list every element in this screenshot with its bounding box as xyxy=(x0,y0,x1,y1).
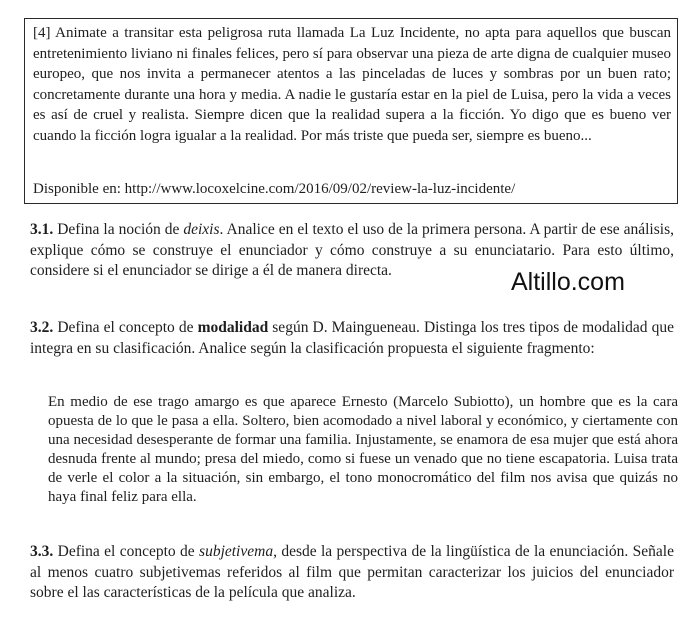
analysis-fragment: En medio de ese trago amargo es que aparece Ernesto (Marcelo Subiotto), un hombre que es la cara opuesta de lo que le pasa a ella. Soltero, bien acomodado a nivel laboral y económico, y ciertamente con una necesidad desesperante de formar una familia. Injustamente, se enamora de esa mujer que está ahora desnuda frente al mundo; presa del miedo, como si fuese un venado que no tiene escapatoria. Luisa trata de verle el color a la situación, sin embargo, el tono monocromático del film nos avisa que quizás no haya final feliz para ella. xyxy=(48,394,678,505)
question-text: según D. Maingueneau. Distinga los tres tipos de modalidad que integra en su clasificación. Analice según la clasificación propuesta el siguiente fragmento: xyxy=(30,319,674,357)
question-term: deixis xyxy=(183,221,220,238)
question-text: Defina el concepto de xyxy=(53,543,200,560)
question-label: 3.3. xyxy=(30,543,54,560)
question-term: modalidad xyxy=(197,319,269,336)
question-3-3 xyxy=(30,542,674,604)
question-label: 3.2. xyxy=(30,319,54,336)
excerpt-text: Animate a transitar esta peligrosa ruta llamada La Luz Incidente, no apta para aquellos que buscan entretenimiento liviano ni finales felices, pero sí para observar una pieza de arte digna de cualquier museo europeo, que nos invita a permanecer atentos a las pinceladas de luces y sombras por un buen rato; concretamente durante una hora y media. A nadie le gustaría estar en la piel de Luisa, pero la vida a veces es así de cruel y realista. Siempre dicen que la realidad supera a la ficción. Yo digo que es bueno ver cuando la ficción logra igualar a la realidad. Por más triste que pueda ser, siempre es bueno... xyxy=(33,25,671,144)
quoted-excerpt xyxy=(33,23,671,147)
question-text: Defina la noción de xyxy=(53,221,184,238)
excerpt-number: [4] xyxy=(33,25,51,41)
question-text: Defina el concepto de xyxy=(53,319,198,336)
question-label: 3.1. xyxy=(30,221,54,238)
excerpt-source: Disponible en: http://www.locoxelcine.com/2016/09/02/review-la-luz-incidente/ xyxy=(33,181,516,197)
question-term: subjetivema, xyxy=(199,543,277,560)
site-watermark: Altillo.com xyxy=(511,268,625,296)
question-text: desde la perspectiva de la lingüística de la enunciación. Señale al menos cuatro subjetivemas referidos al film que permitan caracterizar los juicios del enunciador sobre el las características de la película que analiza. xyxy=(30,543,674,601)
question-text: . Analice en el texto el uso de la primera persona. A partir de ese análisis, explique cómo se construye el enunciador y cómo construye a su enunciatario. Para esto último, considere si el enunciador se dirige a él de manera directa. xyxy=(30,221,674,279)
question-3-2 xyxy=(30,318,674,359)
quoted-excerpt-box xyxy=(24,18,678,204)
